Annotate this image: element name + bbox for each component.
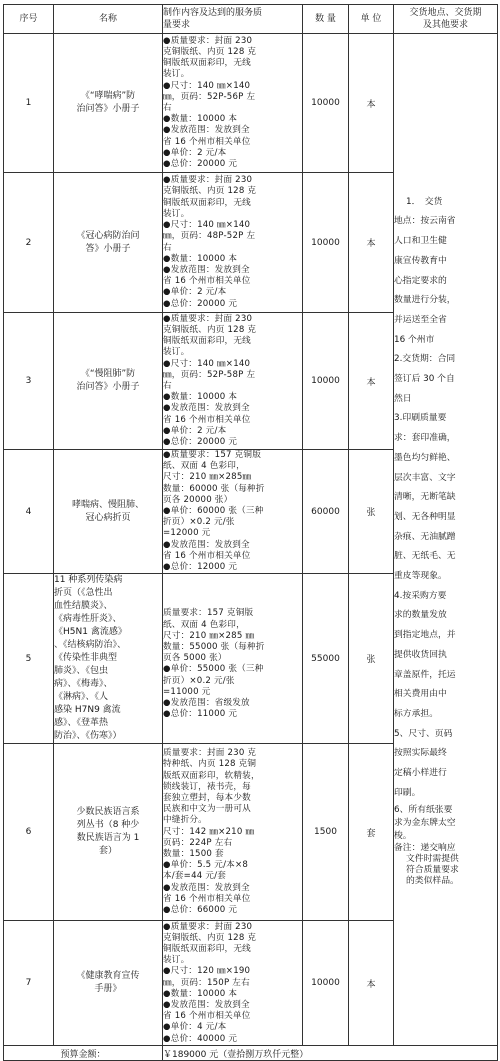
- terms-line: 章盖原件，托运: [394, 669, 456, 680]
- row-name: [54, 744, 163, 921]
- name-line: 《“慢阻肺”防: [80, 369, 136, 379]
- req-line: ㎜，页码：52P-58P 左: [163, 369, 256, 380]
- req-line: ●发放范围：发放到全: [163, 539, 250, 550]
- req-line: 折页）×0.2 元/张: [163, 517, 235, 528]
- row-requirements: [163, 34, 303, 173]
- row-name: [54, 34, 163, 173]
- header-row: [4, 5, 498, 34]
- req-line: ●单价：4 元/本: [163, 1022, 227, 1033]
- terms-line: 数量进行分装，: [394, 295, 456, 306]
- req-line: 页各 5000 张）: [163, 653, 227, 664]
- req-line: 省 16 个州市相关单位: [163, 136, 251, 147]
- req-line: ●发放范围：发放到全: [163, 882, 250, 893]
- req-line: 本/套=44 元/套: [163, 871, 227, 882]
- req-line: 克铜版纸、内页 128 克: [163, 186, 257, 197]
- req-line: ●单价：2 元/本: [163, 287, 227, 298]
- req-line: 克铜版纸、内页 128 克: [163, 46, 257, 57]
- header-terms-line: 交货地点、交货期: [409, 8, 482, 18]
- terms-line: 脏、无纸毛、无: [394, 551, 456, 562]
- terms-line: 标方承担。: [394, 709, 438, 719]
- header-requirements-line: 制作内容及达到的服务质: [163, 8, 263, 18]
- req-line: ●数量：10000 本: [163, 253, 238, 264]
- req-line: 尺寸：210 ㎜×285㎜: [163, 472, 252, 483]
- req-line: ●质量要求：封面 230: [163, 175, 253, 186]
- row-quantity: 10000: [303, 34, 349, 173]
- req-line: 装订。: [163, 347, 190, 358]
- terms-line: 求为金东牌太空: [394, 817, 456, 828]
- req-line: 省 16 个州市相关单位: [163, 276, 251, 287]
- req-line: ●单价：55000 张（三种: [163, 664, 264, 675]
- req-line: ●总价：66000 元: [163, 905, 238, 916]
- req-line: ●数量：10000 本: [163, 114, 238, 125]
- req-line: 中缝折分。: [163, 815, 207, 826]
- terms-line: 并运送至全省: [394, 314, 447, 325]
- row-unit: 本: [349, 173, 394, 313]
- row-quantity: 60000: [303, 450, 349, 574]
- req-line: ●发放范围：发放到全: [163, 1000, 250, 1011]
- req-line: 版纸双面彩印，软精装，: [163, 770, 260, 781]
- terms-line: 的类似样品。: [406, 875, 459, 886]
- row-seq: 2: [4, 173, 54, 313]
- name-line: 《“哮喘病”防: [80, 91, 136, 101]
- req-line: ●质量要求：封面 230: [163, 35, 253, 46]
- row-seq: 4: [4, 450, 54, 574]
- req-line: 纸、双面 4 色彩印，: [163, 461, 245, 472]
- terms-line: 地点：按云南省: [394, 216, 456, 227]
- name-line: 病》、《梅毒》、: [54, 679, 113, 690]
- terms-line: 16 个州市: [394, 334, 435, 345]
- row-name: [54, 574, 163, 744]
- req-line: 右: [163, 381, 172, 391]
- row-name: [54, 173, 163, 313]
- row-quantity: 10000: [303, 173, 349, 313]
- procurement-sheet: [3, 4, 498, 1061]
- terms-line: 印刷。: [394, 787, 421, 798]
- req-line: ●数量：10000 本: [163, 988, 238, 999]
- req-line: ㎜，页码：52P-56P 左: [163, 91, 256, 102]
- req-line: 克铜版纸、内页 128 克: [163, 932, 257, 943]
- name-line: 折页（《急性出: [54, 588, 113, 599]
- header-name: 名称: [54, 5, 163, 34]
- req-line: ●发放范围：省级发放: [163, 697, 250, 708]
- terms-line: 然日: [394, 393, 412, 404]
- req-line: ●尺寸：120 ㎜×190: [163, 966, 251, 977]
- name-line: 肺炎》、《包虫: [54, 666, 109, 677]
- req-line: 纸、双面 4 色彩印，: [163, 619, 245, 630]
- req-line: ●尺寸：140 ㎜×140: [163, 220, 251, 231]
- req-line: ●总价：20000 元: [163, 298, 238, 309]
- req-line: 页码：224P 左右: [163, 837, 233, 848]
- name-line: 防治》、《伤寒》）: [54, 731, 122, 742]
- req-line: 套独立塑封，每本少数: [163, 793, 251, 804]
- terms-line: 划、无各种明显: [394, 511, 456, 522]
- row-quantity: 1500: [303, 744, 349, 921]
- row-quantity: 55000: [303, 574, 349, 744]
- terms-line: 3.印刷质量要: [394, 413, 447, 424]
- table-row: [4, 34, 498, 173]
- name-line: 、《结核病防治》、: [54, 640, 127, 651]
- req-line: 特种纸、内页 128 克铜: [163, 759, 257, 770]
- row-unit: 本: [349, 313, 394, 450]
- req-line: 数量：60000 张（每种折: [163, 483, 265, 494]
- req-line: 装订。: [163, 69, 190, 80]
- row-unit: 张: [349, 450, 394, 574]
- terms-line: 清晰，无断笔缺: [394, 492, 456, 503]
- terms-line: 层次丰富、文字: [394, 472, 456, 483]
- row-seq: 7: [4, 921, 54, 1046]
- name-line: 治问答》小册子: [76, 104, 140, 114]
- terms-line: 相关费用由中: [394, 689, 447, 700]
- req-line: ●单价：2 元/本: [163, 147, 227, 158]
- row-unit: 本: [349, 34, 394, 173]
- name-line: 冠心病折页: [85, 512, 131, 523]
- req-line: 右: [163, 242, 172, 253]
- total-value: ￥189000 元（壹拾捌万玖仟元整）: [163, 1046, 498, 1061]
- terms-line: 定稿小样进行: [394, 768, 447, 779]
- total-label: 预算金额：: [4, 1046, 163, 1061]
- req-line: 质量要求：封面 230 克: [163, 748, 257, 759]
- req-line: 质量要求：157 克铜版: [163, 608, 254, 619]
- req-line: 锁线装订，裱书壳，每: [163, 781, 251, 792]
- req-line: 页各 20000 张）: [163, 494, 233, 505]
- row-seq: 5: [4, 574, 54, 744]
- req-line: 省 16 个州市相关单位: [163, 1011, 251, 1022]
- req-line: 装订。: [163, 208, 190, 219]
- req-line: ●总价：11000 元: [163, 709, 238, 720]
- name-line: 数民族语言为 1: [76, 833, 140, 844]
- req-line: =11000 元: [163, 686, 211, 697]
- row-seq: 6: [4, 744, 54, 921]
- req-line: ●质量要求：封面 230: [163, 921, 253, 932]
- header-terms-line: 及其他要求: [422, 20, 468, 30]
- req-line: ●总价：20000 元: [163, 159, 238, 170]
- name-line: 《H5N1 禽流感》: [54, 627, 127, 638]
- req-line: ㎜，页码：150P 左右: [163, 977, 250, 988]
- terms-line: 心指定要求的: [394, 275, 447, 286]
- header-requirements: [163, 5, 303, 34]
- header-unit: 单 位: [349, 5, 394, 34]
- terms-line: 求：套印准确，: [394, 433, 456, 444]
- name-line: 《冠心病防治问: [76, 230, 140, 241]
- terms-line: 墨色均匀鲜艳、: [394, 452, 456, 463]
- name-line: 手册》: [94, 984, 122, 995]
- row-name: [54, 921, 163, 1046]
- req-line: ●质量要求：封面 230: [163, 313, 253, 324]
- name-line: 11 种系列传染病: [54, 575, 123, 586]
- terms-line: 人口和卫生健: [394, 236, 447, 247]
- header-requirements-line: 量要求: [163, 20, 191, 30]
- req-line: [163, 597, 302, 608]
- terms-line: 符合质量要求: [406, 864, 459, 875]
- row-quantity: 10000: [303, 313, 349, 450]
- name-line: 感染 H7N9 禽流: [54, 705, 121, 716]
- row-requirements: [163, 574, 303, 744]
- req-line: ●数量：10000 本: [163, 392, 238, 403]
- req-line: 折页）×0.2 元/张: [163, 675, 235, 686]
- name-line: 答》小册子: [85, 243, 131, 254]
- row-unit: 套: [349, 744, 394, 921]
- name-line: 《健康教育宣传: [76, 971, 140, 982]
- row-name: [54, 313, 163, 450]
- req-line: 铜版纸双面彩印，无线: [163, 197, 251, 208]
- terms-line: 6、所有纸张要: [394, 804, 453, 815]
- delivery-terms: [394, 34, 498, 1046]
- req-line: ●单价：5.5 元/本×8: [163, 860, 249, 871]
- name-line: 少数民族语言系: [76, 807, 140, 818]
- req-line: 右: [163, 103, 172, 113]
- terms-line: 4.按采购方要: [394, 590, 447, 601]
- req-line: 克铜版纸、内页 128 克: [163, 324, 257, 335]
- header-quantity: 数 量: [303, 5, 349, 34]
- terms-line: 5、尺寸、页码: [394, 728, 453, 739]
- req-line: ●总价：12000 元: [163, 562, 238, 573]
- name-line: 感》、《登革热: [54, 718, 109, 729]
- terms-line: 重皮等现象。: [394, 571, 447, 582]
- name-line: 列丛书（8 种少: [76, 820, 140, 831]
- row-requirements: [163, 173, 303, 313]
- row-name: [54, 450, 163, 574]
- terms-line: 提供收货回执: [394, 649, 447, 660]
- row-seq: 1: [4, 34, 54, 173]
- req-line: 数量：55000 张（每种折: [163, 641, 265, 652]
- name-line: 治问答》小册子: [76, 382, 140, 392]
- req-line: ●单价：2 元/本: [163, 425, 227, 436]
- row-requirements: [163, 744, 303, 921]
- row-quantity: 10000: [303, 921, 349, 1046]
- req-line: ㎜，页码：48P-52P 左: [163, 231, 256, 242]
- name-line: 套）: [98, 846, 117, 857]
- row-unit: 本: [349, 921, 394, 1046]
- req-line: ●总价：40000 元: [163, 1033, 238, 1044]
- terms-line: 杂痕、无油腻蹭: [394, 531, 456, 542]
- req-line: ●总价：20000 元: [163, 437, 238, 448]
- req-line: ●单价：60000 张（三种: [163, 506, 264, 517]
- name-line: 血性结膜炎》、: [54, 601, 113, 612]
- terms-line: 康宣传教育中: [394, 255, 447, 266]
- name-line: 哮喘病、慢阻肺、: [71, 499, 144, 510]
- req-line: 铜版纸双面彩印，无线: [163, 944, 251, 955]
- terms-line: 签订后 30 个自: [394, 374, 455, 385]
- row-requirements: [163, 921, 303, 1046]
- name-line: 《病毒性肝炎》、: [54, 614, 122, 625]
- terms-line: 1． 交货: [406, 196, 443, 207]
- req-line: 省 16 个州市相关单位: [163, 893, 251, 904]
- header-seq: 序号: [4, 5, 54, 34]
- terms-line: 2.交货期：合同: [394, 354, 456, 365]
- req-line: =12000 元: [163, 528, 211, 539]
- req-line: 铜版纸双面彩印，无线: [163, 58, 251, 69]
- req-line: 省 16 个州市相关单位: [163, 550, 251, 561]
- req-line: 铜版纸双面彩印，无线: [163, 336, 251, 347]
- terms-line: 按照实际最终: [394, 748, 447, 759]
- row-requirements: [163, 450, 303, 574]
- row-seq: 3: [4, 313, 54, 450]
- terms-line: 求的数量发放: [394, 610, 447, 621]
- procurement-table: [3, 4, 498, 1061]
- req-line: ●尺寸：140 ㎜×140: [163, 358, 251, 369]
- name-line: 《淋病》、《人: [54, 692, 109, 703]
- terms-line: 到指定地点，并: [394, 630, 456, 641]
- terms-line: 备注：递交响应: [394, 842, 456, 853]
- terms-line: 梭。: [394, 830, 412, 841]
- req-line: ●发放范围：发放到全: [163, 125, 250, 136]
- req-line: ●尺寸：140 ㎜×140: [163, 80, 251, 91]
- total-row: [4, 1046, 498, 1061]
- req-line: ●发放范围：发放到全: [163, 403, 250, 414]
- req-line: ●发放范围：发放到全: [163, 264, 250, 275]
- header-terms: [394, 5, 498, 34]
- req-line: ●质量要求：157 克铜版: [163, 450, 261, 460]
- req-line: 省 16 个州市相关单位: [163, 414, 251, 425]
- row-requirements: [163, 313, 303, 450]
- req-line: 装订。: [163, 955, 190, 966]
- req-line: 尺寸：210 ㎜×285 ㎜: [163, 630, 255, 641]
- req-line: 数量：1500 套: [163, 849, 224, 860]
- row-unit: 张: [349, 574, 394, 744]
- req-line: 民族和中文为一册可从: [163, 804, 251, 815]
- name-line: 《传染性非典型: [54, 653, 118, 664]
- terms-line: 文件时需提供: [406, 853, 459, 864]
- req-line: 尺寸：142 ㎜×210 ㎜: [163, 826, 255, 837]
